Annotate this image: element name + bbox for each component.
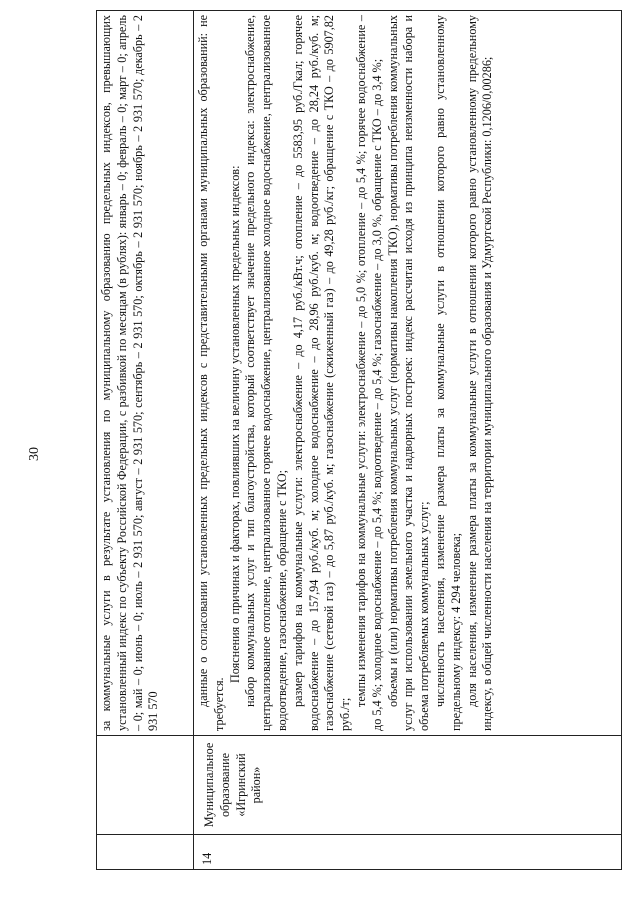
rotated-table-page: [96, 10, 622, 870]
municipality-name-cell: Муниципальное образование «Игринский район»: [194, 736, 622, 835]
municipality-name-cell: [97, 736, 194, 835]
paragraph-reasons-heading: Пояснения о причинах и факторах, повлиявших на величину установленных предельных индексов:: [227, 165, 242, 683]
row-number-cell: 14: [194, 835, 622, 870]
paragraph-tariff-sizes: размер тарифов на коммунальные услуги: электроснабжение – до 4,17 руб./кВт.ч; отопление – до 5583,95 руб./Гкал; горячее водоснабжение – до 157,94 руб./куб. м; холодное водоснабжение – до 28,96 руб./куб. м; водоотведение – до 28,24 руб./куб. м; газоснабжение (сетевой газ) – до 5,87 руб./куб. м; газоснабжение (сжиженный газ) – до 49,28 руб./кг; обращение с ТКО – до 5907,82 руб./т;: [290, 15, 353, 731]
row-number-cell: [97, 835, 194, 870]
continuation-paragraph: за коммунальные услуги в результате установления по муниципальному образованию предельных индексов, превышающих установленный индекс по субъекту Российской Федерации, с разбивкой по месяцам (в рублях): январь – 0; февраль – 0; март – 0; апрель – 0; май – 0; июнь – 0; июль – 2 931 570; август – 2 931 570; сентябрь – 2 931 570; октябрь – 2 931 570; ноябрь – 2 931 570; декабрь – 2 931 570: [99, 15, 161, 731]
page-number: 30: [27, 447, 42, 461]
paragraph-consumption-volumes: объемы и (или) нормативы потребления коммунальных услуг (нормативы накопления ТКО), нормативы потребления коммунальных услуг при использовании земельного участка и надворных построек: индекс рассчитан исходя из принципа неизменности набора и объема потребляемых коммунальных услуг;: [385, 15, 432, 731]
continuation-text-cell: [97, 11, 194, 736]
table-row-continuation: [97, 11, 194, 870]
paragraph-tariff-growth: темпы изменения тарифов на коммунальные услуги: электроснабжение – до 5,0 %; отопление – до 5,4 %; горячее водоснабжение – до 5,4 %; холодное водоснабжение – до 5,4 %; водоотведение – до 5,4 %; газоснабжение – до 3,0 %, обращение с ТКО – до 3,4 %;: [353, 15, 384, 731]
paragraph-approval: данные о согласовании установленных предельных индексов с представительными органами муниципальных образований: не требуется.: [196, 15, 226, 731]
table-row-14: [194, 11, 622, 870]
municipal-index-table: [96, 10, 622, 870]
paragraph-population: численность населения, изменение размера платы за коммунальные услуги в отношении которого равно установленному предельному индексу: 4 294 человека;: [432, 15, 463, 731]
index-explanation-cell: [194, 11, 622, 736]
paragraph-population-share: доля населения, изменение размера платы за коммунальные услуги в отношении которого равно установленному предельному индексу, в общей численности населения на территории муниципального образования и Удмуртской Республики: 0,1206/0,00286;: [464, 15, 495, 731]
paragraph-services-set: набор коммунальных услуг и тип благоустройства, который соответствует значение предельного индекса: электроснабжение, централизованное отопление, централизованное горячее водоснабжение, централизованное холодное водоснабжение, централизованное водоотведение, газоснабжение, обращение с ТКО;: [243, 15, 289, 731]
